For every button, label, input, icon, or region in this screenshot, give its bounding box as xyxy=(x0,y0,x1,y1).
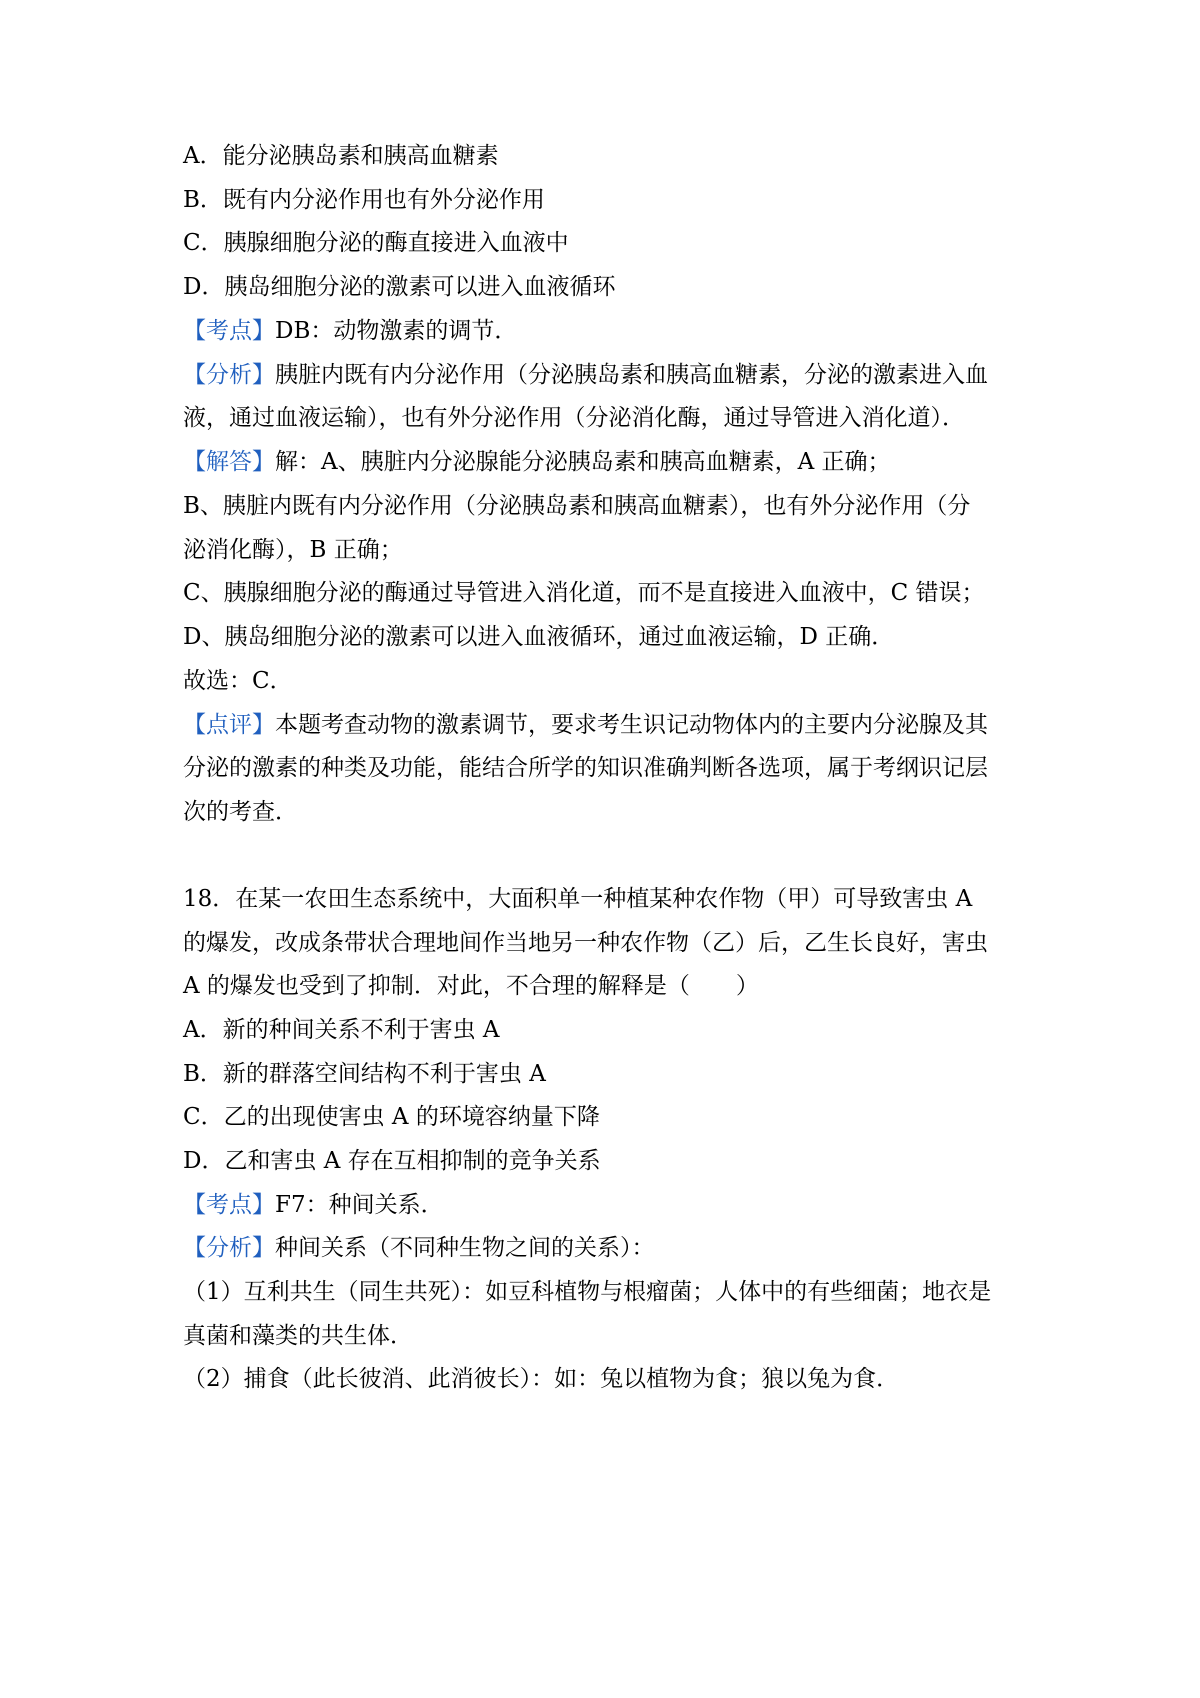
fenxi-text: 种间关系（不同种生物之间的关系）： xyxy=(275,1235,655,1261)
q18-item1-line2: 真菌和藻类的共生体． xyxy=(183,1323,413,1349)
q18-stem-line1: 18．在某一农田生态系统中，大面积单一种植某种农作物（甲）可导致害虫 A xyxy=(183,886,973,912)
q17-jieda-b-line2: 泌消化酶），B 正确； xyxy=(183,537,403,563)
q18-stem-line3: A 的爆发也受到了抑制．对此，不合理的解释是（ ） xyxy=(183,973,759,999)
q17-jieda-b-line1: B、胰脏内既有内分泌作用（分泌胰岛素和胰高血糖素），也有外分泌作用（分 xyxy=(183,493,971,519)
q18-option-a: A．新的种间关系不利于害虫 A xyxy=(183,1017,500,1043)
q17-option-d: D．胰岛细胞分泌的激素可以进入血液循环 xyxy=(183,274,616,300)
kaodian-tag: 【考点】 xyxy=(183,1192,275,1218)
jieda-tag: 【解答】 xyxy=(183,449,275,475)
q17-dianping-line2: 分泌的激素的种类及功能，能结合所学的知识准确判断各选项，属于考纲识记层 xyxy=(183,755,988,781)
fenxi-tag: 【分析】 xyxy=(183,362,275,388)
q17-answer: 故选：C． xyxy=(183,668,293,694)
kaodian-tag: 【考点】 xyxy=(183,318,275,344)
q17-jieda xyxy=(183,448,1033,476)
q17-option-c: C．胰腺细胞分泌的酶直接进入血液中 xyxy=(183,230,569,256)
q17-jieda-c: C、胰腺细胞分泌的酶通过导管进入消化道，而不是直接进入血液中，C 错误； xyxy=(183,580,985,606)
q17-option-b: B．既有内分泌作用也有外分泌作用 xyxy=(183,187,545,213)
q17-dianping-line3: 次的考查． xyxy=(183,799,298,825)
q18-option-d: D．乙和害虫 A 存在互相抑制的竞争关系 xyxy=(183,1148,601,1174)
dianping-tag: 【点评】 xyxy=(183,712,275,738)
q17-jieda-d: D、胰岛细胞分泌的激素可以进入血液循环，通过血液运输，D 正确． xyxy=(183,624,895,650)
dianping-text: 本题考查动物的激素调节，要求考生识记动物体内的主要内分泌腺及其 xyxy=(275,712,988,738)
fenxi-text: 胰脏内既有内分泌作用（分泌胰岛素和胰高血糖素，分泌的激素进入血 xyxy=(275,362,988,388)
kaodian-text: DB：动物激素的调节． xyxy=(275,318,518,344)
q17-fenxi-line2: 液，通过血液运输），也有外分泌作用（分泌消化酶，通过导管进入消化道）． xyxy=(183,405,965,431)
q18-option-c: C．乙的出现使害虫 A 的环境容纳量下降 xyxy=(183,1104,600,1130)
q17-dianping xyxy=(183,711,1033,739)
kaodian-text: F7：种间关系． xyxy=(275,1192,444,1218)
q17-fenxi-line1 xyxy=(183,361,1033,389)
q17-option-a: A．能分泌胰岛素和胰高血糖素 xyxy=(183,143,499,169)
q17-kaodian xyxy=(183,317,1033,345)
q18-option-b: B．新的群落空间结构不利于害虫 A xyxy=(183,1061,546,1087)
q18-fenxi xyxy=(183,1234,1033,1262)
q18-stem-line2: 的爆发，改成条带状合理地间作当地另一种农作物（乙）后，乙生长良好，害虫 xyxy=(183,930,988,956)
fenxi-tag: 【分析】 xyxy=(183,1235,275,1261)
q18-kaodian xyxy=(183,1191,1033,1219)
jieda-text: 解：A、胰脏内分泌腺能分泌胰岛素和胰高血糖素，A 正确； xyxy=(275,449,891,475)
q18-item1-line1: （1）互利共生（同生共死）：如豆科植物与根瘤菌；人体中的有些细菌；地衣是 xyxy=(183,1279,992,1305)
q18-item2: （2）捕食（此长彼消、此消彼长）：如：兔以植物为食；狼以兔为食． xyxy=(183,1366,900,1392)
